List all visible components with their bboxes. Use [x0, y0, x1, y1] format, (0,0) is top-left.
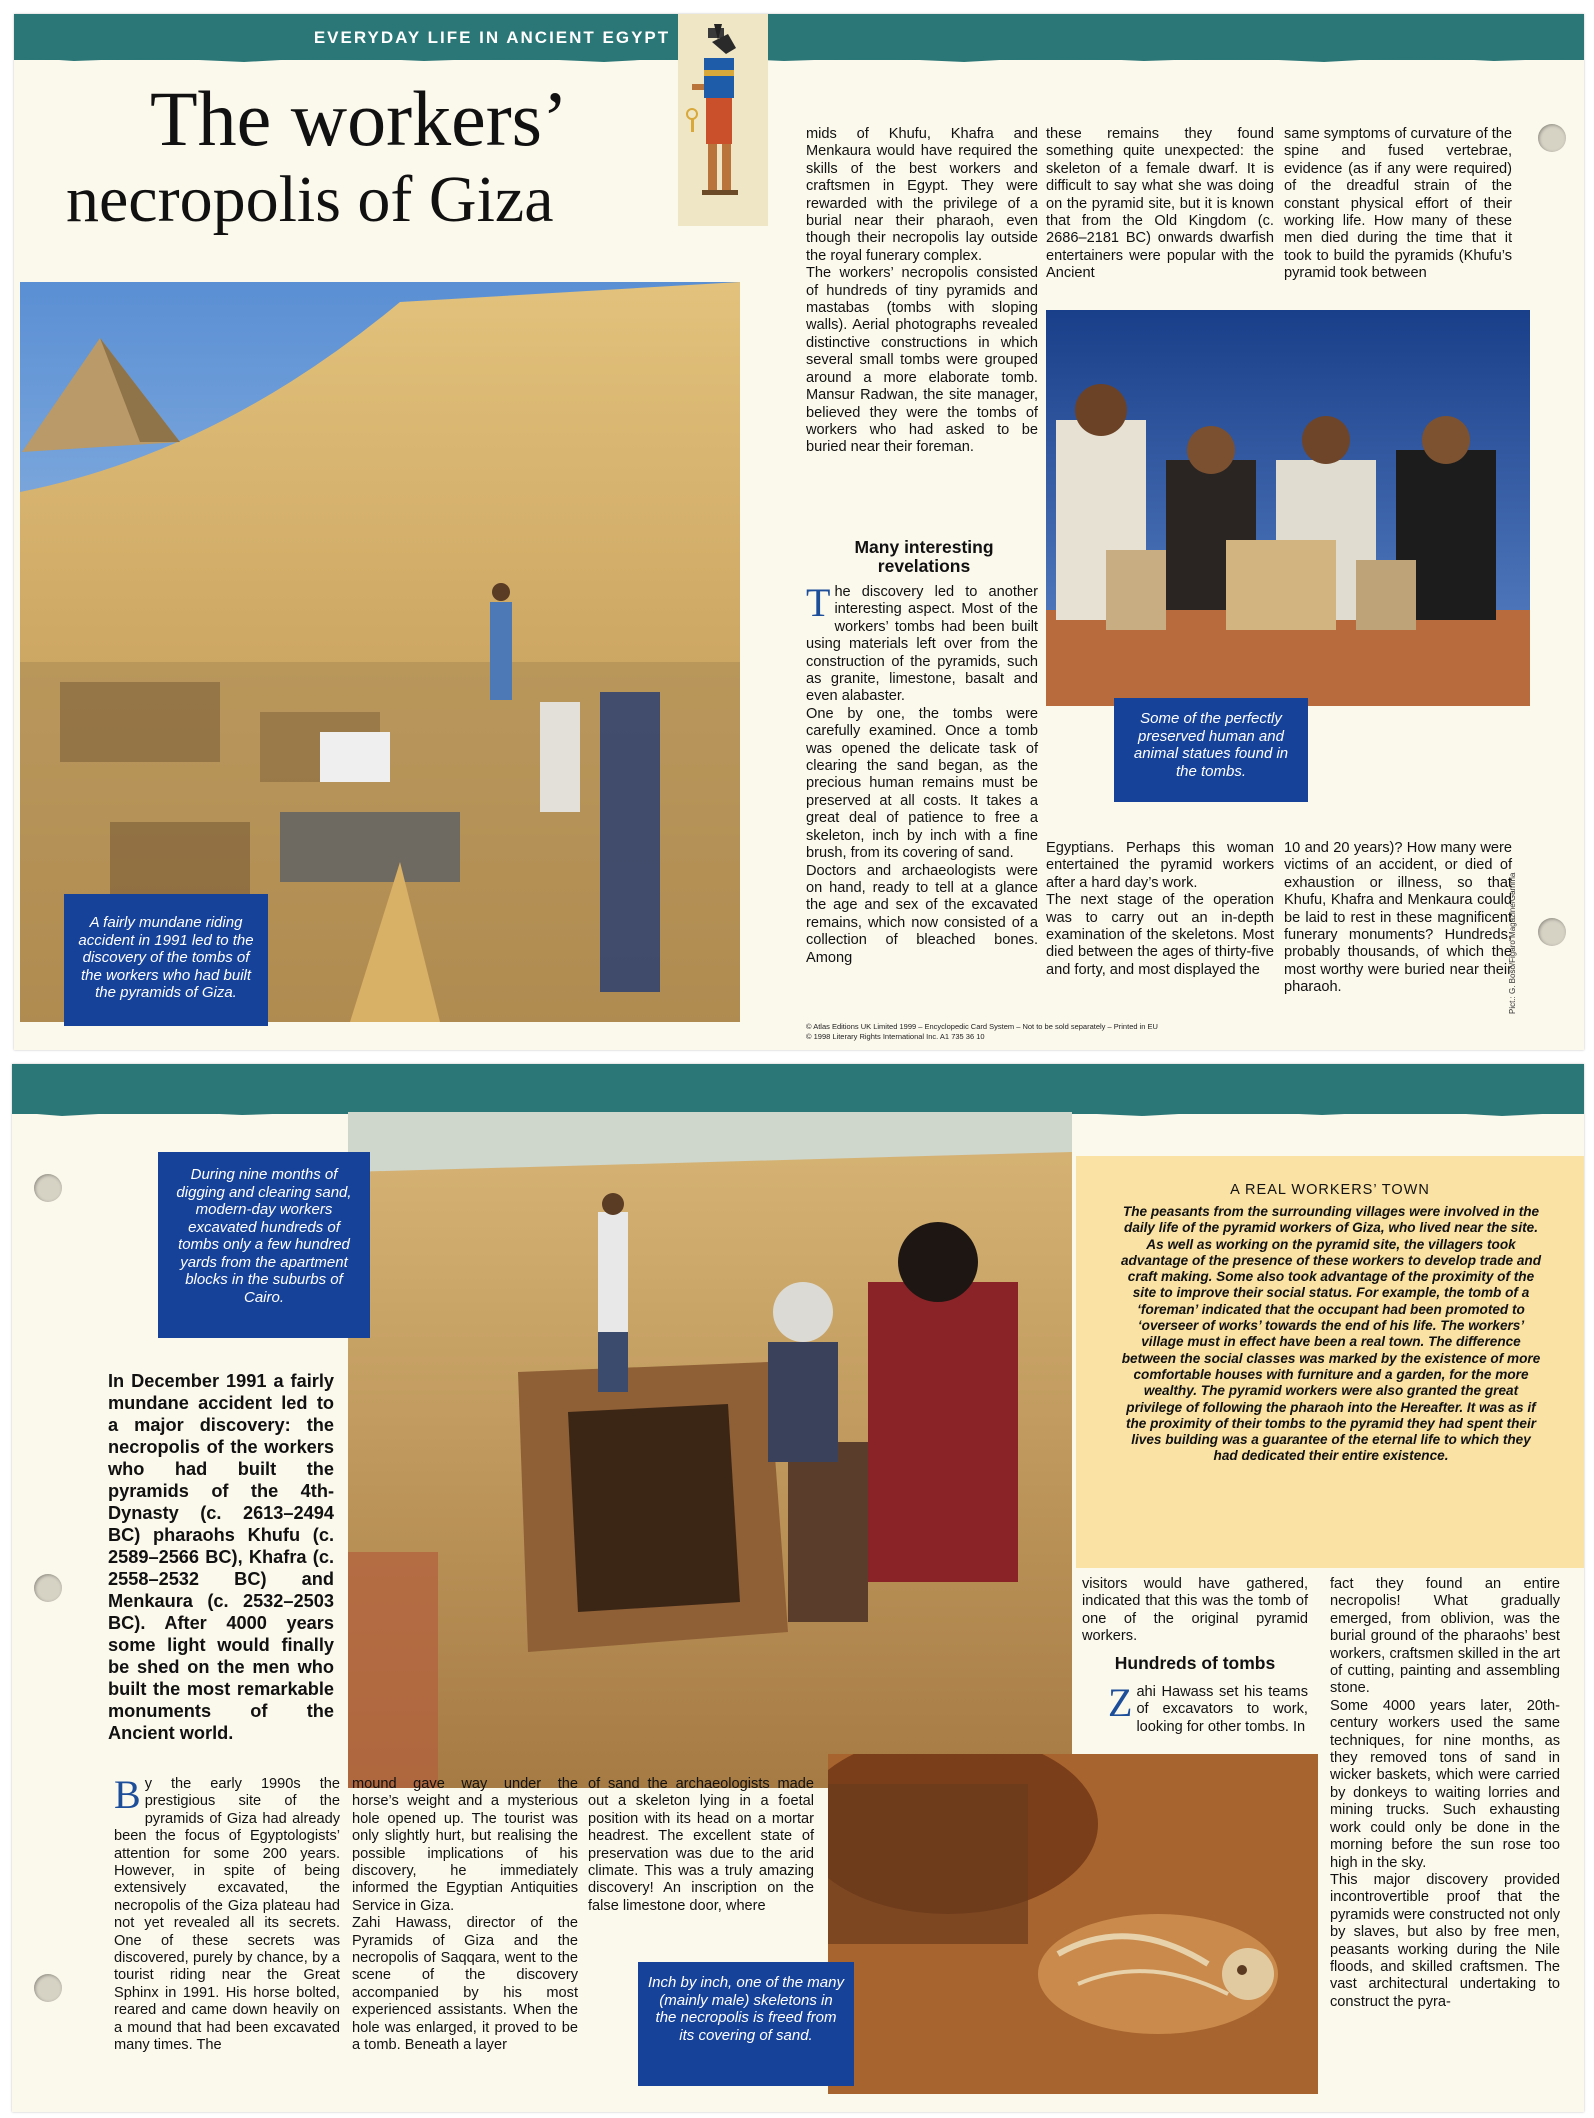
article-column	[114, 1772, 340, 2055]
card-front-page	[14, 14, 1584, 1050]
header-band	[14, 14, 1584, 60]
photo-caption: Inch by inch, one of the many (mainly male) skeletons in the necropolis is freed from its covering of sand.	[638, 1962, 854, 2086]
boxout-title: A REAL WORKERS’ TOWN	[1230, 1182, 1430, 1198]
paragraph: 10 and 20 years)? How many were victims of an accident, or died of exhaustion or illness, so that Khufu, Khafra and Menkaura could be laid to rest in these magnificent funerary monuments? Hundreds, probably thousands, of which the most worthy were buried near their pharaoh.	[1284, 840, 1512, 996]
header-band	[12, 1064, 1584, 1114]
statues-photo	[1046, 310, 1530, 706]
punch-hole-icon	[34, 1574, 62, 1602]
punch-hole-icon	[34, 1974, 62, 2002]
drop-cap: Z	[1108, 1680, 1133, 1725]
article-column	[588, 1776, 814, 1915]
paragraph: This major discovery provided incontrovertible proof that the pyramids were constructed not only by slaves, but also by free men, peasants working during the Nile floods, and skilled craftsmen. The vast architectural undertaking to construct the pyra-	[1330, 1871, 1560, 2010]
article-column	[1108, 1680, 1308, 1736]
photo-caption: Some of the perfectly preserved human and animal statues found in the tombs.	[1114, 698, 1308, 802]
article-column	[806, 126, 1038, 457]
punch-hole-icon	[34, 1174, 62, 1202]
article-title-line1: The workers’	[150, 75, 568, 162]
article-column	[1082, 1576, 1308, 1646]
paragraph: ahi Hawass set his teams of excavators to work, looking for other tombs. In	[1136, 1684, 1308, 1735]
article-column	[1046, 840, 1274, 979]
drop-cap: B	[114, 1772, 141, 1817]
anubis-deity-icon	[678, 14, 768, 226]
punch-hole-icon	[1538, 124, 1566, 152]
tomb-shaft-photo	[348, 1112, 1072, 1788]
punch-hole-icon	[1538, 918, 1566, 946]
photo-caption: A fairly mundane riding accident in 1991 led to the discovery of the tombs of the workers who had built the pyramids of Giza.	[64, 894, 268, 1026]
torn-edge	[14, 52, 1584, 66]
boxout-body: The peasants from the surrounding villages were involved in the daily life of the pyramid workers of Giza, who lived near the site. As well as working on the pyramid site, the villagers took advantage of the presence of these workers to develop trade and craft making. Some also took advantage of the proximity of the site to improve their social status. For example, the tomb of a ‘foreman’ indicated that the occupant had been promoted to ‘overseer of works’ towards the end of his life. The workers’ village must in effect have been a real town. The difference between the social classes was marked by the existence of more comfortable houses with furniture and a garden, for the more wealthy. The pyramid workers were also granted the great privilege of following the pharaoh into the Hereafter. It was as if the proximity of their tombs to the pyramid they had spent their lives building was a guarantee of the eternal life to which they had dedicated their entire existence.	[1120, 1204, 1541, 1464]
paragraph: mound gave way under the horse’s weight and a mysterious hole opened up. The tourist was only slightly hurt, but realising the possible implications of his discovery, he immediately informed the Egyptian Antiquities Service in Giza.	[352, 1776, 578, 1914]
copyright-line: © 1998 Literary Rights International Inc. A1 735 36 10	[806, 1032, 985, 1041]
paragraph: The workers’ necropolis consisted of hundreds of tiny pyramids and mastabas (tombs with sloping walls). Aerial photographs revealed distinctive constructions in which several small tombs were grouped around a more elaborate tomb. Mansur Radwan, the site manager, believed they were the tombs of workers who had asked to be buried near their foreman.	[806, 265, 1038, 456]
photo-caption: During nine months of digging and clearing sand, modern-day workers excavated hundreds of tombs only a few hundred yards from the apartment blocks in the suburbs of Cairo.	[158, 1152, 370, 1338]
article-title-line2: necropolis of Giza	[66, 163, 554, 236]
paragraph: Egyptians. Perhaps this woman entertained the pyramid workers after a hard day’s work.	[1046, 840, 1274, 891]
series-label: EVERYDAY LIFE IN ANCIENT EGYPT	[313, 28, 671, 47]
copyright-line: © Atlas Editions UK Limited 1999 – Encyclopedic Card System – Not to be sold separately – Printed in EU	[806, 1022, 1158, 1031]
paragraph: these remains they found something quite unexpected: the skeleton of a female dwarf. It is difficult to say what she was doing on the pyramid site, but it is known that from the Old Kingdom (c. 2686–2181 BC) onwards dwarfish entertainers were popular with the Ancient	[1046, 126, 1274, 282]
paragraph: of sand the archaeologists made out a skeleton lying in a foetal position with its head on a mortar headrest. The excellent state of preservation was due to the arid climate. This was a truly amazing discovery! An inscription on the false limestone door, where	[588, 1776, 814, 1914]
section-heading: Hundreds of tombs	[1114, 1653, 1276, 1673]
article-column	[806, 580, 1038, 967]
drop-cap: T	[806, 580, 831, 625]
sidebar-boxout	[1076, 1156, 1584, 1568]
photo-credit: Pict.: G. Boso/Figaro Magazine/Gamma	[1508, 872, 1517, 1014]
card-back-page	[12, 1064, 1584, 2112]
paragraph: same symptoms of curvature of the spine and fused vertebrae, evidence (as if any were required) of the dreadful strain of the constant physical effort of their working life. How many of these men died during the time that it took to build the pyramids (Khufu’s pyramid took between	[1284, 126, 1512, 282]
paragraph: One by one, the tombs were carefully examined. Once a tomb was opened the delicate task of clearing the sand began, as the precious human remains must be preserved at all costs. It takes a great deal of patience to free a skeleton, inch by inch with a fine brush, from its covering of sand.	[806, 705, 1038, 862]
article-column	[352, 1776, 578, 2055]
paragraph: mids of Khufu, Khafra and Menkaura would have required the skills of the best workers and craftsmen in Egypt. They were rewarded with the privilege of a burial near their pharaoh, even though their necropolis lay outside the royal funerary complex.	[806, 126, 1038, 264]
article-column	[1284, 840, 1512, 997]
article-column	[1046, 126, 1274, 283]
paragraph: Doctors and archaeologists were on hand, ready to tell at a glance the age and sex of the excavated remains, which now consisted of a collection of bleached bones. Among	[806, 862, 1038, 966]
paragraph: he discovery led to another interesting aspect. Most of the workers’ tombs had been built using materials left over from the construction of the pyramids, such as granite, limestone, basalt and even alabaster.	[806, 584, 1038, 705]
paragraph: y the early 1990s the prestigious site of the pyramids of Giza had already been the focus of Egyptologists’ attention for some 200 years. However, in spite of being extensively excavated, the necropolis of the Giza plateau had not yet revealed all its secrets. One of these secrets was discovered, purely by chance, by a tourist riding near the Great Sphinx in 1991. His horse bolted, reared and came down heavily on a mound that had been excavated many times. The	[114, 1776, 340, 2054]
paragraph: Some 4000 years later, 20th-century workers used the same techniques, for nine months, as they removed tons of sand in wicker baskets, which were carried by donkeys to waiting lorries and mining trucks. Such exhausting work could only be done in the morning before the sun rose too high in the sky.	[1330, 1697, 1560, 1871]
skeleton-photo	[828, 1754, 1318, 2094]
intro-paragraph: In December 1991 a fairly mundane accident led to a major discovery: the necropolis of the workers who had built the pyramids of the 4th-Dynasty (c. 2613–2494 BC) pharaohs Khufu (c. 2589–2566 BC), Khafra (c. 2558–2532 BC) and Menkaura (c. 2532–2503 BC). After 4000 years some light would finally be shed on the men who built the most remarkable monuments of the Ancient world.	[108, 1371, 334, 1743]
section-heading: Many interesting revelations	[854, 537, 994, 576]
article-column	[1330, 1576, 1560, 2011]
paragraph: visitors would have gathered, indicated that this was the tomb of one of the original pyramid workers.	[1082, 1576, 1308, 1645]
paragraph: Zahi Hawass, director of the Pyramids of Giza and the necropolis of Saqqara, went to the scene of the discovery accompanied by his most experienced assistants. When the hole was enlarged, it proved to be a tomb. Beneath a layer	[352, 1915, 578, 2054]
paragraph: fact they found an entire necropolis! What gradually emerged, from oblivion, was the burial ground of the pharaohs’ best workers, craftsmen skilled in the art of cutting, painting and assembling stone.	[1330, 1576, 1560, 1697]
paragraph: The next stage of the operation was to carry out an in-depth examination of the skeletons. Most died between the ages of thirty-five and forty, and most displayed the	[1046, 892, 1274, 978]
article-column	[1284, 126, 1512, 283]
